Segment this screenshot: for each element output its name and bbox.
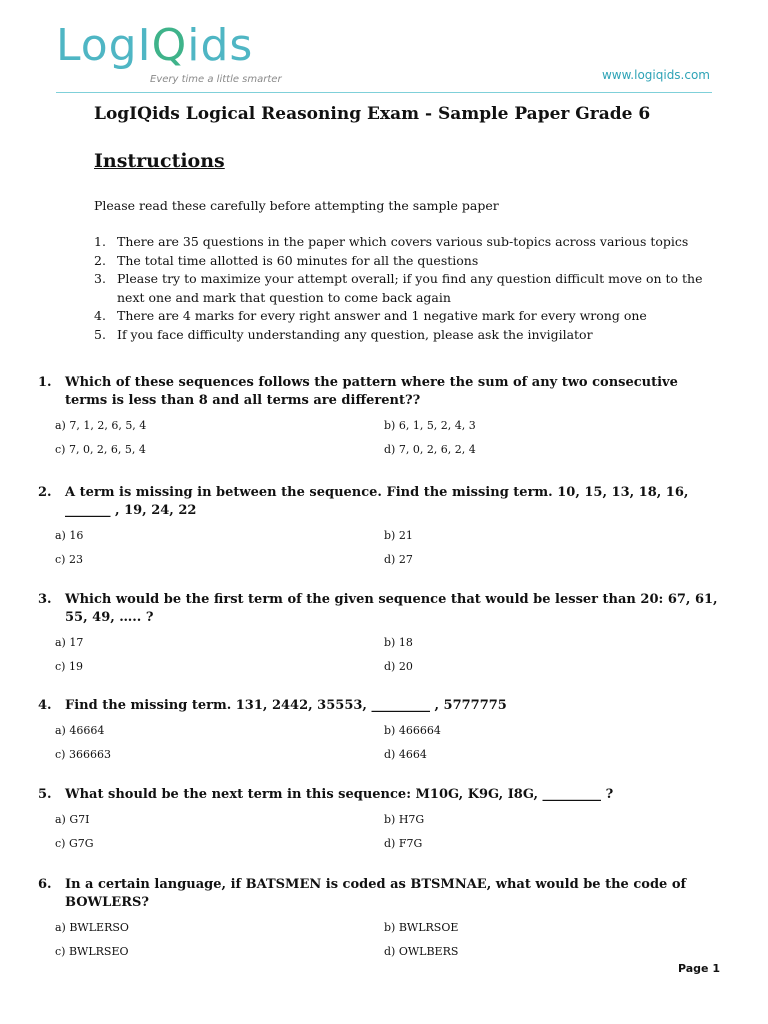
question-5 (38, 786, 718, 859)
question-body: Find the missing term. 131, 2442, 35553, _________ , 5777775 (65, 698, 507, 713)
instruction-item (94, 233, 726, 252)
option-b[interactable]: b) 21 (384, 529, 413, 542)
document-title: LogIQids Logical Reasoning Exam - Sample Paper Grade 6 (94, 104, 651, 124)
instruction-number: 1. (94, 234, 106, 249)
question-text (38, 591, 718, 627)
option-b[interactable]: b) 6, 1, 5, 2, 4, 3 (384, 419, 476, 432)
option-d[interactable]: d) OWLBERS (384, 945, 459, 958)
question-number: 5. (38, 787, 52, 802)
option-d[interactable]: d) 27 (384, 553, 413, 566)
instruction-text: There are 35 questions in the paper which covers various sub-topics across various topics (117, 234, 689, 249)
instruction-number: 2. (94, 252, 106, 268)
instruction-text: The total time allotted is 60 minutes for all the questions (117, 252, 479, 268)
instruction-number: 3. (94, 271, 106, 286)
option-c[interactable]: c) 19 (55, 660, 83, 673)
logo-text-part1: LogI (56, 20, 152, 71)
option-a[interactable]: a) 17 (55, 636, 84, 649)
question-body: Which of these sequences follows the pattern where the sum of any two consecutive terms is less than 8 and all terms are different?? (65, 375, 678, 408)
header-divider (56, 92, 712, 93)
logo-text-part3: ids (187, 20, 254, 71)
question-body: A term is missing in between the sequence. Find the missing term. 10, 15, 13, 18, 16, _______ , 19, 24, 22 (65, 485, 689, 518)
option-d[interactable]: d) 7, 0, 2, 6, 2, 4 (384, 443, 476, 456)
option-b[interactable]: b) 466664 (384, 724, 441, 737)
instruction-item (94, 307, 726, 326)
question-body: What should be the next term in this sequence: M10G, K9G, I8G, _________ ? (65, 787, 614, 802)
question-body: Which would be the first term of the given sequence that would be lesser than 20: 67, 61, 55, 49, ….. ? (65, 592, 718, 625)
answer-options (38, 419, 718, 465)
question-text (38, 876, 718, 912)
option-a[interactable]: a) 16 (55, 529, 84, 542)
question-number: 6. (38, 877, 52, 892)
question-number: 1. (38, 375, 52, 390)
question-2 (38, 484, 718, 575)
option-d[interactable]: d) F7G (384, 837, 423, 850)
answer-options (38, 724, 718, 770)
question-text (38, 697, 718, 715)
option-c[interactable]: c) 7, 0, 2, 6, 5, 4 (55, 443, 146, 456)
option-c[interactable]: c) 23 (55, 553, 83, 566)
instruction-text: Please try to maximize your attempt overall; if you find any question difficult move on to the next one and mark that question to come back again (117, 271, 703, 305)
logiqids-logo (56, 20, 254, 71)
question-text (38, 374, 718, 410)
question-text (38, 786, 718, 804)
website-link[interactable]: www.logiqids.com (601, 68, 710, 82)
logo-tagline: Every time a little smarter (150, 74, 282, 85)
question-1 (38, 374, 718, 465)
instructions-list (94, 233, 726, 344)
option-b[interactable]: b) BWLRSOE (384, 921, 459, 934)
answer-options (38, 636, 718, 682)
question-number: 3. (38, 592, 52, 607)
option-c[interactable]: c) 366663 (55, 748, 111, 761)
option-b[interactable]: b) 18 (384, 636, 413, 649)
instruction-item (94, 270, 726, 307)
option-c[interactable]: c) BWLRSEO (55, 945, 129, 958)
logo-text-part2: Q (151, 20, 188, 71)
instruction-number: 5. (94, 326, 106, 342)
option-c[interactable]: c) G7G (55, 837, 94, 850)
instruction-item (94, 326, 726, 345)
instructions-heading: Instructions (94, 150, 225, 172)
question-3 (38, 591, 718, 682)
instruction-number: 4. (94, 308, 106, 323)
question-6 (38, 876, 718, 967)
question-4 (38, 697, 718, 770)
instruction-text: There are 4 marks for every right answer and 1 negative mark for every wrong one (117, 308, 647, 323)
answer-options (38, 921, 718, 967)
page-number: Page 1 (677, 962, 720, 975)
option-d[interactable]: d) 4664 (384, 748, 427, 761)
option-d[interactable]: d) 20 (384, 660, 413, 673)
page-header (0, 0, 768, 96)
option-a[interactable]: a) G7I (55, 813, 90, 826)
question-number: 4. (38, 698, 52, 713)
question-body: In a certain language, if BATSMEN is coded as BTSMNAE, what would be the code of BOWLERS? (65, 877, 687, 910)
answer-options (38, 813, 718, 859)
instruction-item (94, 252, 726, 271)
option-b[interactable]: b) H7G (384, 813, 425, 826)
option-a[interactable]: a) BWLERSO (55, 921, 129, 934)
question-text (38, 484, 718, 520)
instruction-text: If you face difficulty understanding any question, please ask the invigilator (117, 326, 593, 342)
answer-options (38, 529, 718, 575)
instructions-intro: Please read these carefully before attempting the sample paper (94, 198, 499, 213)
question-number: 2. (38, 485, 52, 500)
option-a[interactable]: a) 46664 (55, 724, 105, 737)
option-a[interactable]: a) 7, 1, 2, 6, 5, 4 (55, 419, 147, 432)
